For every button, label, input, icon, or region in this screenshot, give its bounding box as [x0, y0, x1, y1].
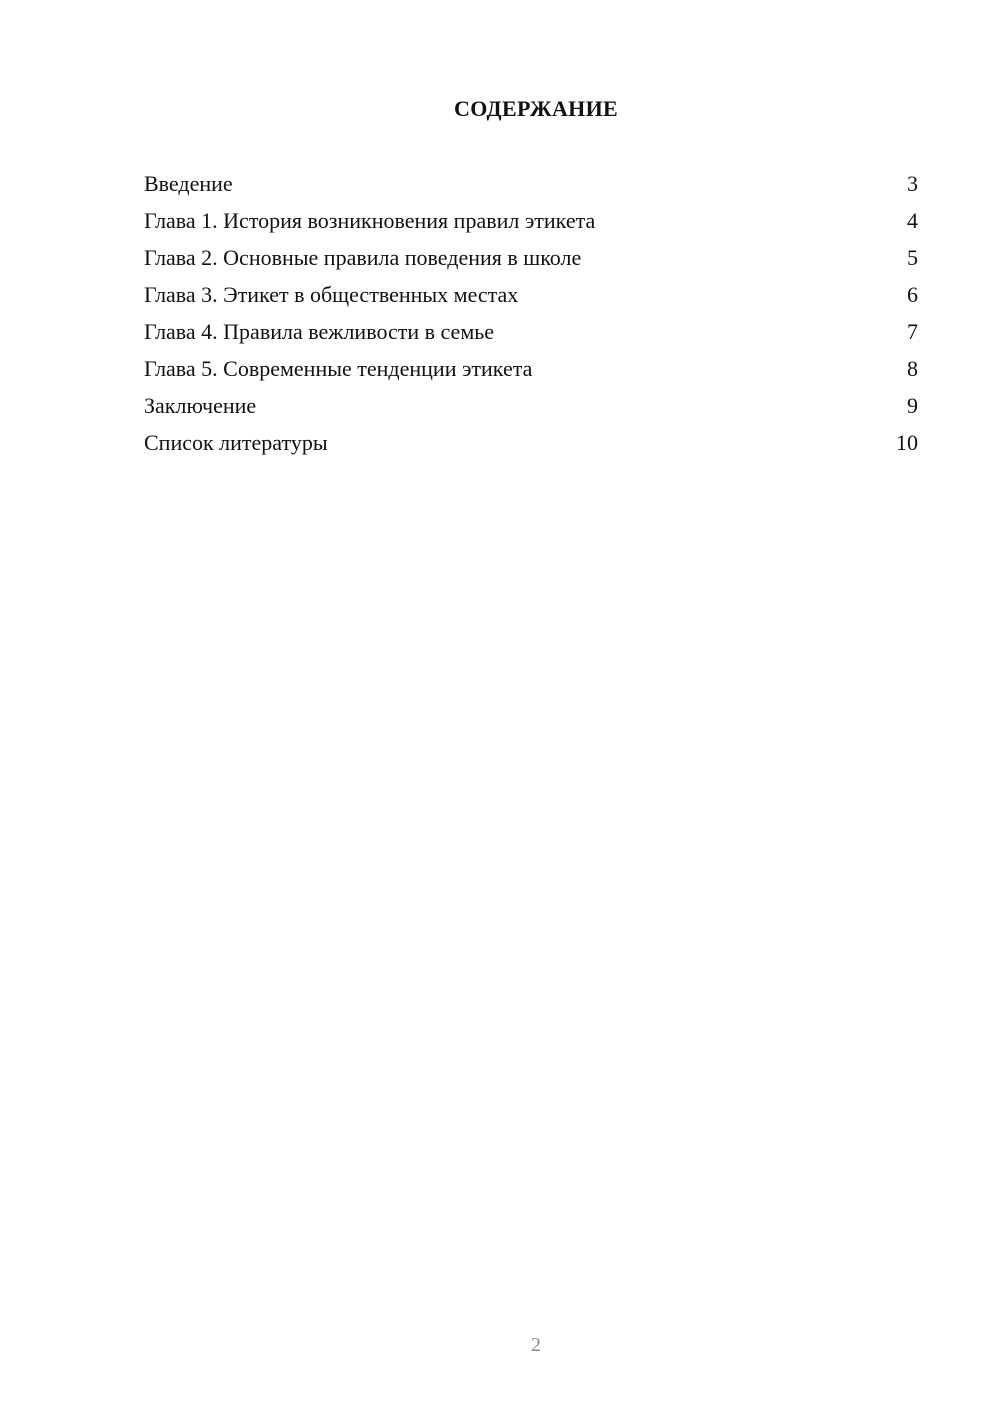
toc-entry	[144, 169, 918, 206]
toc-entry-title: Глава 3. Этикет в общественных местах	[144, 282, 519, 307]
table-of-contents	[144, 169, 918, 465]
toc-entry-title: Список литературы	[144, 430, 328, 455]
toc-entry	[144, 317, 918, 354]
toc-entry-page: 5	[907, 245, 918, 270]
toc-entry	[144, 243, 918, 280]
toc-entry	[144, 354, 918, 391]
toc-entry-page: 6	[907, 282, 918, 307]
toc-entry-page: 3	[907, 171, 918, 196]
page-number: 2	[531, 1334, 541, 1356]
page-title: СОДЕРЖАНИЕ	[454, 96, 618, 121]
toc-entry-title: Глава 5. Современные тенденции этикета	[144, 356, 533, 381]
toc-entry-title: Глава 2. Основные правила поведения в школе	[144, 245, 582, 270]
toc-entry	[144, 391, 918, 428]
toc-entry	[144, 206, 918, 243]
toc-entry-page: 9	[907, 393, 918, 418]
toc-entry-title: Глава 1. История возникновения правил этикета	[144, 208, 596, 233]
toc-entry-title: Глава 4. Правила вежливости в семье	[144, 319, 495, 344]
toc-entry-title: Заключение	[144, 393, 257, 418]
toc-entry-title: Введение	[144, 171, 233, 196]
toc-entry	[144, 428, 918, 465]
toc-entry	[144, 280, 918, 317]
toc-entry-page: 8	[907, 356, 918, 381]
toc-entry-page: 10	[896, 430, 918, 455]
toc-entry-page: 7	[907, 319, 918, 344]
toc-entry-page: 4	[907, 208, 918, 233]
